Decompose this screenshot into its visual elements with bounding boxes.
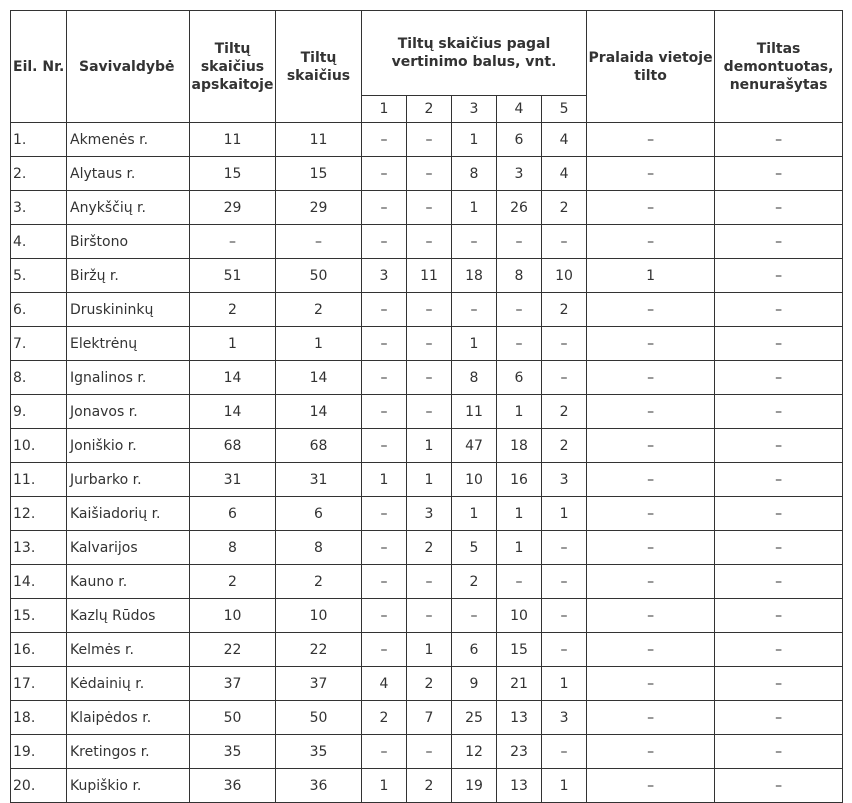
cell-nr: 13. — [11, 531, 67, 565]
cell-dismantled: – — [715, 429, 843, 463]
cell-score-5: – — [542, 225, 587, 259]
cell-score-1: – — [362, 497, 407, 531]
cell-accounting: 14 — [190, 395, 276, 429]
cell-lost: – — [587, 565, 715, 599]
header-score-1: 1 — [362, 96, 407, 123]
cell-score-2: – — [407, 565, 452, 599]
cell-lost: – — [587, 327, 715, 361]
cell-count: 14 — [276, 361, 362, 395]
cell-municipality: Kelmės r. — [67, 633, 190, 667]
cell-dismantled: – — [715, 497, 843, 531]
table-row — [11, 735, 843, 769]
cell-score-3: 2 — [452, 565, 497, 599]
cell-score-1: – — [362, 225, 407, 259]
cell-lost: – — [587, 497, 715, 531]
cell-score-4: 1 — [497, 531, 542, 565]
cell-score-3: 47 — [452, 429, 497, 463]
cell-municipality: Ignalinos r. — [67, 361, 190, 395]
cell-dismantled: – — [715, 293, 843, 327]
cell-accounting: 10 — [190, 599, 276, 633]
cell-nr: 16. — [11, 633, 67, 667]
cell-count: 50 — [276, 259, 362, 293]
cell-municipality: Birštono — [67, 225, 190, 259]
bridges-table — [10, 10, 843, 803]
cell-lost: – — [587, 463, 715, 497]
cell-score-5: – — [542, 599, 587, 633]
cell-dismantled: – — [715, 667, 843, 701]
cell-dismantled: – — [715, 565, 843, 599]
cell-dismantled: – — [715, 259, 843, 293]
cell-score-4: 18 — [497, 429, 542, 463]
cell-score-2: – — [407, 293, 452, 327]
cell-lost: – — [587, 293, 715, 327]
table-row — [11, 633, 843, 667]
cell-score-1: – — [362, 531, 407, 565]
cell-dismantled: – — [715, 225, 843, 259]
cell-dismantled: – — [715, 769, 843, 803]
cell-score-4: 16 — [497, 463, 542, 497]
cell-nr: 6. — [11, 293, 67, 327]
cell-accounting: 51 — [190, 259, 276, 293]
cell-score-5: 2 — [542, 395, 587, 429]
cell-nr: 11. — [11, 463, 67, 497]
cell-nr: 19. — [11, 735, 67, 769]
table-row — [11, 395, 843, 429]
header-bridges-count: Tiltų skaičius — [276, 11, 362, 123]
table-row — [11, 531, 843, 565]
cell-nr: 10. — [11, 429, 67, 463]
cell-municipality: Jurbarko r. — [67, 463, 190, 497]
cell-accounting: 22 — [190, 633, 276, 667]
cell-dismantled: – — [715, 327, 843, 361]
cell-score-2: 2 — [407, 667, 452, 701]
cell-accounting: 35 — [190, 735, 276, 769]
table-row — [11, 565, 843, 599]
cell-score-5: 10 — [542, 259, 587, 293]
cell-score-2: – — [407, 599, 452, 633]
cell-score-3: 1 — [452, 327, 497, 361]
cell-count: 68 — [276, 429, 362, 463]
cell-count: 31 — [276, 463, 362, 497]
cell-score-3: 8 — [452, 361, 497, 395]
table-row — [11, 327, 843, 361]
table-row — [11, 157, 843, 191]
cell-lost: – — [587, 633, 715, 667]
header-dismantled: Tiltas demontuotas, nenurašytas — [715, 11, 843, 123]
cell-municipality: Alytaus r. — [67, 157, 190, 191]
cell-score-2: 1 — [407, 463, 452, 497]
cell-lost: – — [587, 123, 715, 157]
cell-score-4: 1 — [497, 497, 542, 531]
cell-municipality: Kalvarijos — [67, 531, 190, 565]
cell-nr: 14. — [11, 565, 67, 599]
cell-score-5: 4 — [542, 157, 587, 191]
cell-lost: – — [587, 667, 715, 701]
table-row — [11, 497, 843, 531]
cell-score-1: – — [362, 429, 407, 463]
cell-score-1: – — [362, 361, 407, 395]
cell-lost: – — [587, 735, 715, 769]
cell-count: – — [276, 225, 362, 259]
cell-score-2: 2 — [407, 769, 452, 803]
header-by-score: Tiltų skaičius pagal vertinimo balus, vnt. — [362, 11, 587, 96]
cell-score-1: – — [362, 735, 407, 769]
cell-dismantled: – — [715, 735, 843, 769]
cell-nr: 8. — [11, 361, 67, 395]
cell-count: 22 — [276, 633, 362, 667]
cell-municipality: Druskininkų — [67, 293, 190, 327]
cell-score-3: 1 — [452, 123, 497, 157]
cell-score-2: 2 — [407, 531, 452, 565]
table-body — [11, 123, 843, 803]
cell-municipality: Anykščių r. — [67, 191, 190, 225]
cell-municipality: Kupiškio r. — [67, 769, 190, 803]
cell-accounting: 50 — [190, 701, 276, 735]
header-score-2: 2 — [407, 96, 452, 123]
header-score-3: 3 — [452, 96, 497, 123]
cell-score-3: 10 — [452, 463, 497, 497]
cell-score-1: 1 — [362, 463, 407, 497]
cell-lost: – — [587, 361, 715, 395]
cell-dismantled: – — [715, 123, 843, 157]
cell-count: 29 — [276, 191, 362, 225]
cell-score-1: – — [362, 157, 407, 191]
cell-municipality: Kretingos r. — [67, 735, 190, 769]
cell-score-5: – — [542, 327, 587, 361]
cell-score-3: 9 — [452, 667, 497, 701]
cell-nr: 9. — [11, 395, 67, 429]
cell-accounting: 8 — [190, 531, 276, 565]
cell-score-5: 4 — [542, 123, 587, 157]
cell-score-5: 3 — [542, 463, 587, 497]
cell-municipality: Kauno r. — [67, 565, 190, 599]
cell-count: 8 — [276, 531, 362, 565]
cell-score-4: 6 — [497, 123, 542, 157]
cell-municipality: Kaišiadorių r. — [67, 497, 190, 531]
cell-lost: – — [587, 531, 715, 565]
cell-dismantled: – — [715, 395, 843, 429]
cell-count: 37 — [276, 667, 362, 701]
cell-accounting: 37 — [190, 667, 276, 701]
cell-dismantled: – — [715, 361, 843, 395]
cell-dismantled: – — [715, 599, 843, 633]
header-bridges-accounting: Tiltų skaičius apskaitoje — [190, 11, 276, 123]
cell-accounting: – — [190, 225, 276, 259]
cell-score-2: – — [407, 123, 452, 157]
cell-score-2: 7 — [407, 701, 452, 735]
table-row — [11, 259, 843, 293]
cell-municipality: Biržų r. — [67, 259, 190, 293]
cell-score-4: – — [497, 293, 542, 327]
cell-score-2: – — [407, 327, 452, 361]
cell-count: 35 — [276, 735, 362, 769]
cell-count: 36 — [276, 769, 362, 803]
cell-score-1: – — [362, 191, 407, 225]
table-row — [11, 769, 843, 803]
cell-score-2: – — [407, 225, 452, 259]
table-row — [11, 463, 843, 497]
cell-nr: 18. — [11, 701, 67, 735]
cell-score-4: 21 — [497, 667, 542, 701]
cell-score-2: – — [407, 395, 452, 429]
cell-lost: – — [587, 157, 715, 191]
cell-lost: – — [587, 701, 715, 735]
cell-score-5: – — [542, 735, 587, 769]
cell-score-4: – — [497, 565, 542, 599]
cell-accounting: 31 — [190, 463, 276, 497]
cell-score-4: – — [497, 327, 542, 361]
cell-score-4: 13 — [497, 701, 542, 735]
cell-score-1: 2 — [362, 701, 407, 735]
cell-score-3: 6 — [452, 633, 497, 667]
cell-score-3: – — [452, 293, 497, 327]
cell-score-5: 1 — [542, 497, 587, 531]
cell-accounting: 2 — [190, 565, 276, 599]
cell-score-4: 23 — [497, 735, 542, 769]
cell-score-2: – — [407, 191, 452, 225]
cell-lost: – — [587, 225, 715, 259]
cell-score-3: – — [452, 599, 497, 633]
cell-score-4: 26 — [497, 191, 542, 225]
table-row — [11, 225, 843, 259]
cell-nr: 4. — [11, 225, 67, 259]
cell-municipality: Joniškio r. — [67, 429, 190, 463]
cell-dismantled: – — [715, 531, 843, 565]
cell-nr: 12. — [11, 497, 67, 531]
cell-lost: – — [587, 599, 715, 633]
cell-score-5: 1 — [542, 667, 587, 701]
header-score-5: 5 — [542, 96, 587, 123]
cell-accounting: 14 — [190, 361, 276, 395]
table-row — [11, 293, 843, 327]
cell-dismantled: – — [715, 191, 843, 225]
cell-score-5: – — [542, 565, 587, 599]
cell-score-1: – — [362, 123, 407, 157]
cell-score-3: 1 — [452, 497, 497, 531]
cell-score-3: – — [452, 225, 497, 259]
cell-score-2: 1 — [407, 429, 452, 463]
cell-score-4: – — [497, 225, 542, 259]
cell-municipality: Klaipėdos r. — [67, 701, 190, 735]
cell-nr: 2. — [11, 157, 67, 191]
cell-score-3: 1 — [452, 191, 497, 225]
table-row — [11, 599, 843, 633]
table-row — [11, 361, 843, 395]
cell-municipality: Elektrėnų — [67, 327, 190, 361]
cell-score-2: – — [407, 157, 452, 191]
cell-score-4: 10 — [497, 599, 542, 633]
cell-count: 11 — [276, 123, 362, 157]
cell-score-5: – — [542, 361, 587, 395]
cell-score-1: – — [362, 327, 407, 361]
header-score-4: 4 — [497, 96, 542, 123]
cell-municipality: Kėdainių r. — [67, 667, 190, 701]
cell-count: 2 — [276, 293, 362, 327]
cell-score-5: 2 — [542, 429, 587, 463]
cell-accounting: 11 — [190, 123, 276, 157]
cell-municipality: Kazlų Rūdos — [67, 599, 190, 633]
cell-accounting: 36 — [190, 769, 276, 803]
cell-score-4: 8 — [497, 259, 542, 293]
cell-score-5: 1 — [542, 769, 587, 803]
cell-count: 1 — [276, 327, 362, 361]
cell-score-1: 4 — [362, 667, 407, 701]
cell-count: 15 — [276, 157, 362, 191]
cell-count: 14 — [276, 395, 362, 429]
cell-score-4: 15 — [497, 633, 542, 667]
cell-count: 6 — [276, 497, 362, 531]
cell-score-1: – — [362, 633, 407, 667]
table-header — [11, 11, 843, 123]
cell-accounting: 15 — [190, 157, 276, 191]
cell-score-3: 8 — [452, 157, 497, 191]
cell-accounting: 68 — [190, 429, 276, 463]
cell-score-5: 2 — [542, 191, 587, 225]
cell-score-3: 18 — [452, 259, 497, 293]
cell-nr: 3. — [11, 191, 67, 225]
cell-accounting: 1 — [190, 327, 276, 361]
cell-score-5: – — [542, 531, 587, 565]
cell-accounting: 2 — [190, 293, 276, 327]
cell-score-1: – — [362, 293, 407, 327]
cell-score-3: 12 — [452, 735, 497, 769]
cell-accounting: 6 — [190, 497, 276, 531]
table-row — [11, 701, 843, 735]
cell-lost: – — [587, 429, 715, 463]
cell-score-5: – — [542, 633, 587, 667]
header-lost: Pralaida vietoje tilto — [587, 11, 715, 123]
table-row — [11, 191, 843, 225]
cell-lost: – — [587, 769, 715, 803]
cell-accounting: 29 — [190, 191, 276, 225]
cell-municipality: Jonavos r. — [67, 395, 190, 429]
cell-nr: 20. — [11, 769, 67, 803]
cell-count: 50 — [276, 701, 362, 735]
cell-score-2: 3 — [407, 497, 452, 531]
cell-score-1: – — [362, 395, 407, 429]
cell-score-4: 3 — [497, 157, 542, 191]
cell-score-5: 3 — [542, 701, 587, 735]
cell-score-1: 1 — [362, 769, 407, 803]
cell-municipality: Akmenės r. — [67, 123, 190, 157]
cell-score-1: – — [362, 565, 407, 599]
table-row — [11, 429, 843, 463]
cell-score-1: 3 — [362, 259, 407, 293]
cell-lost: – — [587, 191, 715, 225]
cell-score-5: 2 — [542, 293, 587, 327]
cell-score-2: 11 — [407, 259, 452, 293]
cell-score-2: – — [407, 361, 452, 395]
header-municipality: Savivaldybė — [67, 11, 190, 123]
cell-lost: 1 — [587, 259, 715, 293]
cell-score-4: 6 — [497, 361, 542, 395]
cell-score-2: – — [407, 735, 452, 769]
cell-score-2: 1 — [407, 633, 452, 667]
cell-nr: 5. — [11, 259, 67, 293]
cell-score-3: 25 — [452, 701, 497, 735]
cell-score-4: 1 — [497, 395, 542, 429]
cell-score-3: 11 — [452, 395, 497, 429]
cell-score-3: 5 — [452, 531, 497, 565]
cell-score-1: – — [362, 599, 407, 633]
cell-nr: 1. — [11, 123, 67, 157]
cell-count: 10 — [276, 599, 362, 633]
cell-lost: – — [587, 395, 715, 429]
cell-score-3: 19 — [452, 769, 497, 803]
cell-count: 2 — [276, 565, 362, 599]
table-row — [11, 123, 843, 157]
cell-score-4: 13 — [497, 769, 542, 803]
cell-nr: 15. — [11, 599, 67, 633]
table-row — [11, 667, 843, 701]
cell-dismantled: – — [715, 463, 843, 497]
cell-dismantled: – — [715, 701, 843, 735]
cell-nr: 17. — [11, 667, 67, 701]
cell-dismantled: – — [715, 157, 843, 191]
cell-dismantled: – — [715, 633, 843, 667]
header-nr: Eil. Nr. — [11, 11, 67, 123]
cell-nr: 7. — [11, 327, 67, 361]
